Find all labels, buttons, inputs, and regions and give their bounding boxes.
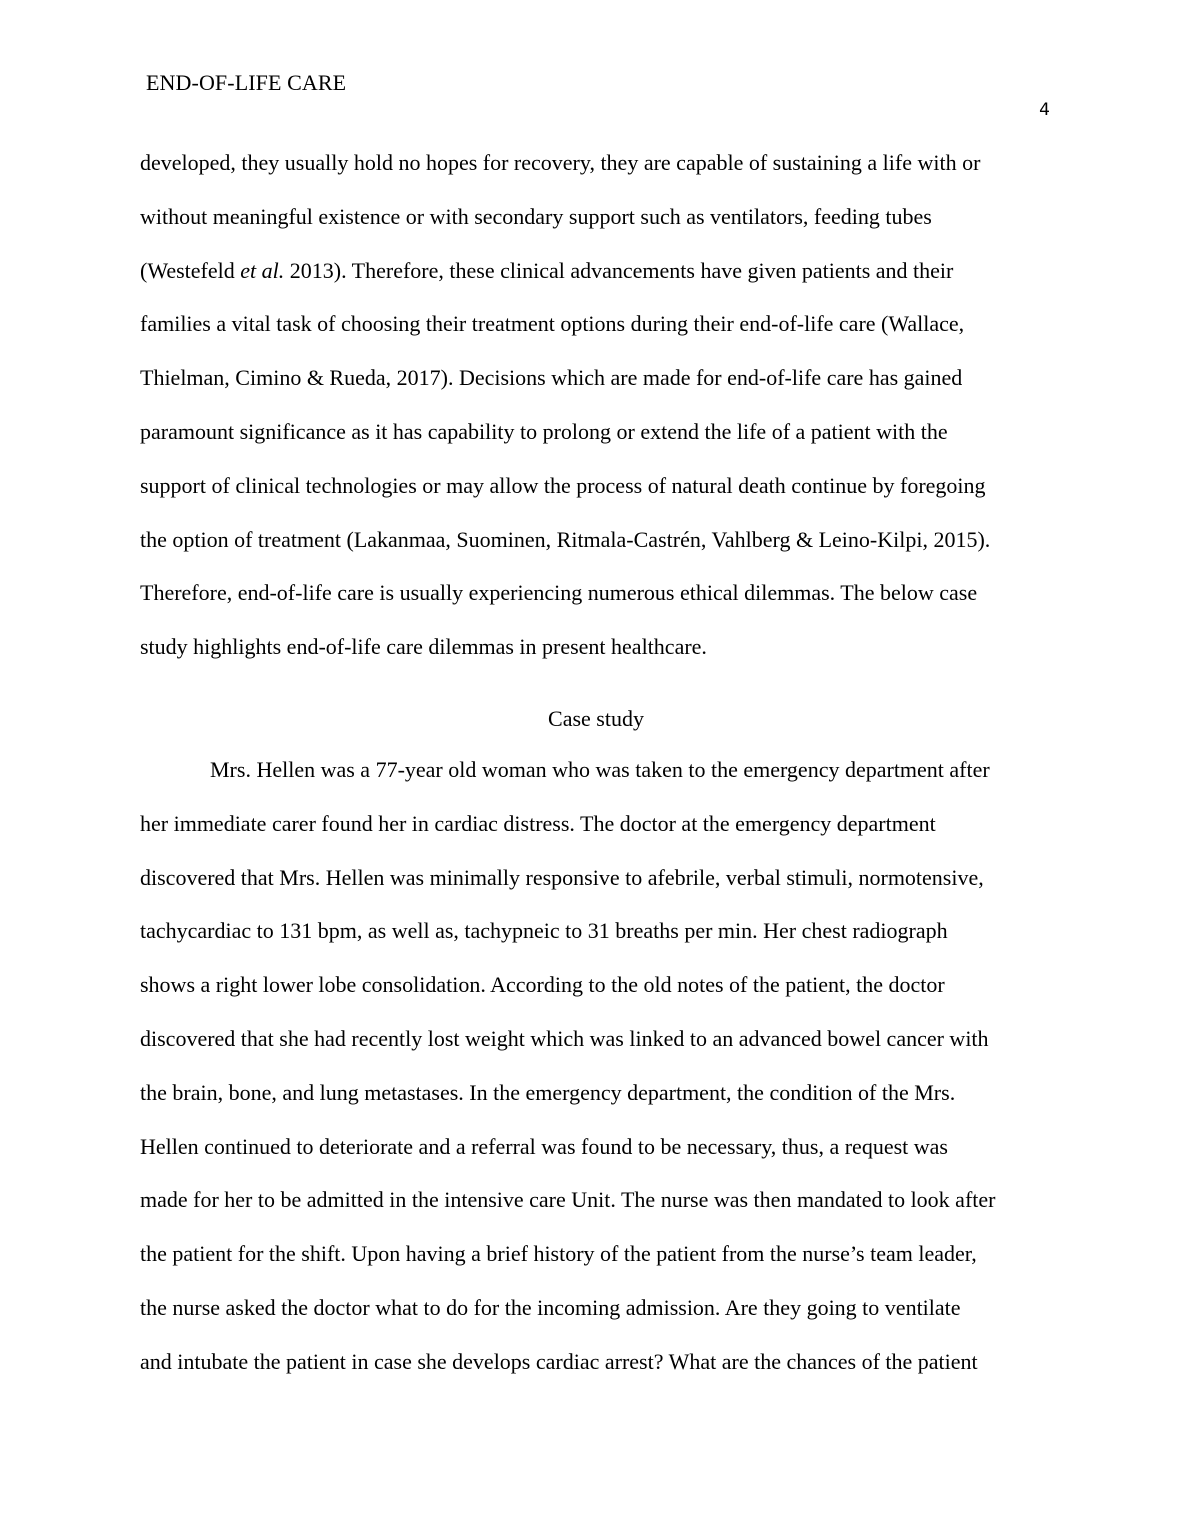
text-line: the brain, bone, and lung metastases. In the emergency department, the condition of the Mrs. [140, 1079, 956, 1105]
page-number: 4 [1039, 100, 1050, 120]
text-line: tachycardiac to 131 bpm, as well as, tachypneic to 31 breaths per min. Her chest radiograph [140, 918, 948, 944]
text-line: families a vital task of choosing their treatment options during their end-of-life care (Wallace, [140, 311, 965, 337]
text-line: the patient for the shift. Upon having a brief history of the patient from the nurse’s team leader, [140, 1241, 977, 1267]
text-line: without meaningful existence or with secondary support such as ventilators, feeding tubes [140, 203, 932, 229]
text-line: developed, they usually hold no hopes for recovery, they are capable of sustaining a life with or [140, 150, 981, 175]
document-body [140, 136, 1052, 1389]
text-fragment: 2013). Therefore, these clinical advancements have given patients and their [284, 257, 954, 283]
text-line: her immediate carer found her in cardiac distress. The doctor at the emergency department [140, 810, 936, 836]
text-line: Therefore, end-of-life care is usually experiencing numerous ethical dilemmas. The below case [140, 580, 978, 606]
text-line: support of clinical technologies or may allow the process of natural death continue by foregoing [140, 472, 986, 498]
paragraph-case-study [140, 743, 1052, 1389]
text-line: made for her to be admitted in the intensive care Unit. The nurse was then mandated to look after [140, 1187, 996, 1213]
running-head: END-OF-LIFE CARE [146, 70, 347, 95]
text-fragment: (Westefeld [140, 257, 241, 283]
text-line: and intubate the patient in case she develops cardiac arrest? What are the chances of the patient [140, 1348, 978, 1374]
text-line: shows a right lower lobe consolidation. According to the old notes of the patient, the doctor [140, 972, 945, 998]
text-line: discovered that Mrs. Hellen was minimally responsive to afebrile, verbal stimuli, normotensive, [140, 864, 984, 890]
text-line: Hellen continued to deteriorate and a referral was found to be necessary, thus, a request was [140, 1133, 948, 1159]
text-line: paramount significance as it has capability to prolong or extend the life of a patient with the [140, 418, 948, 444]
section-heading: Case study [548, 705, 644, 731]
text-line [140, 244, 1052, 298]
text-line: the option of treatment (Lakanmaa, Suominen, Ritmala-Castrén, Vahlberg & Leino-Kilpi, 2015). [140, 526, 991, 552]
text-line: the nurse asked the doctor what to do for the incoming admission. Are they going to ventilate [140, 1294, 961, 1320]
text-line: study highlights end-of-life care dilemmas in present healthcare. [140, 634, 707, 660]
text-line: Mrs. Hellen was a 77-year old woman who was taken to the emergency department after [210, 756, 990, 782]
text-line: discovered that she had recently lost weight which was linked to an advanced bowel cancer with [140, 1025, 989, 1051]
paragraph-intro-continued [140, 136, 1052, 674]
italic-citation: et al. [240, 257, 285, 283]
text-line: Thielman, Cimino & Rueda, 2017). Decisions which are made for end-of-life care has gained [140, 365, 963, 391]
